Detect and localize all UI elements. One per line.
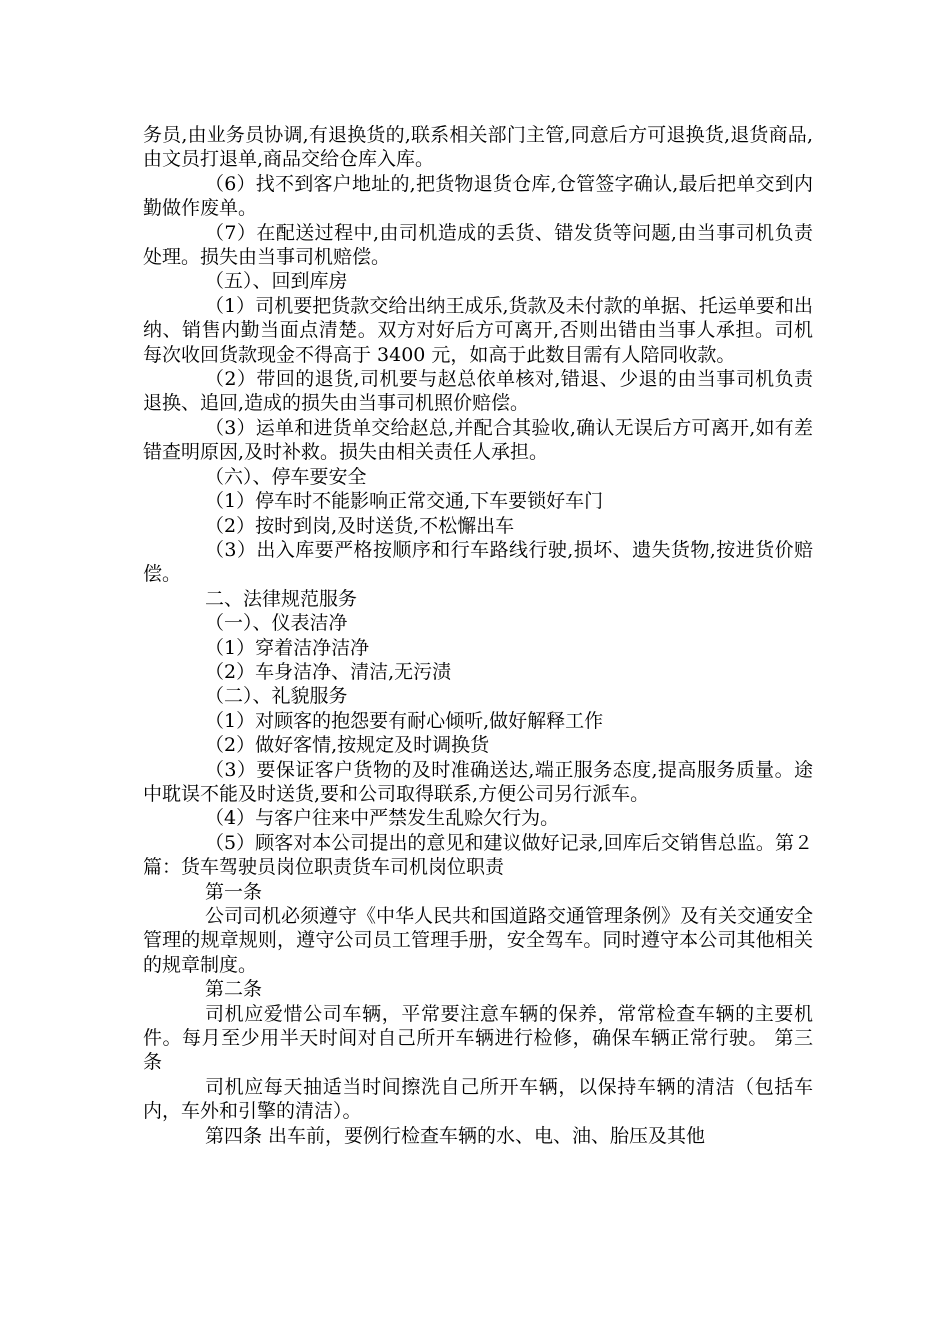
paragraph-23: 公司司机必须遵守《中华人民共和国道路交通管理条例》及有关交通安全管理的规章规则，遵守公司员工管理手册，安全驾车。同时遵守本公司其他相关的规章制度。 — [143, 905, 814, 976]
paragraph-18: （2）做好客情,按规定及时调换货 — [205, 734, 490, 757]
paragraph-7: （3）运单和进货单交给赵总,并配合其验收,确认无误后方可离开,如有差错查明原因,及时补救。损失由相关责任人承担。 — [143, 416, 813, 464]
paragraph-27: 第四条 出车前，要例行检查车辆的水、电、油、胎压及其他 — [205, 1124, 706, 1147]
subsection-heading-1: （一）、仪表洁净 — [205, 612, 348, 635]
paragraph-2: （6）找不到客户地址的,把货物退货仓库,仓管签字确认,最后把单交到内勤做作废单。 — [143, 172, 813, 220]
paragraph-17: （1）对顾客的抱怨要有耐心倾听,做好解释工作 — [205, 709, 604, 732]
paragraph-19: （3）要保证客户货物的及时准确送达,端正服务态度,提高服务质量。途中耽误不能及时送货,要和公司取得联系,方便公司另行派车。 — [143, 758, 813, 805]
paragraph-20: （4）与客户往来中严禁发生乱赊欠行为。 — [205, 807, 560, 830]
paragraph-25: 司机应爱惜公司车辆，平常要注意车辆的保养，常常检查车辆的主要机件。每月至少用半天时间对自己所开车辆进行检修，确保车辆正常行驶。 第三条 — [143, 1002, 813, 1074]
paragraph-6: （2）带回的退货,司机要与赵总依单核对,错退、少退的由当事司机负责退换、追回,造成的损失由当事司机照价赔偿。 — [143, 368, 813, 415]
paragraph-5: （1）司机要把货款交给出纳王成乐,货款及未付款的单据、托运单要和出纳、销售内勤当面点清楚。双方对好后方可离开,否则出错由当事人承担。司机每次收回货款现金不得高于 3400 元，如高于此数目需有人陪同收款。 — [143, 294, 813, 366]
section-heading-2: 二、法律规范服务 — [205, 587, 358, 610]
paragraph-21: （5）顾客对本公司提出的意见和建议做好记录,回库后交销售总监。第２篇：货车驾驶员岗位职责货车司机岗位职责 — [143, 831, 813, 879]
section-heading-6: （六）、停车要安全 — [205, 465, 367, 488]
paragraph-11: （3）出入库要严格按顺序和行车路线行驶,损坏、遗失货物,按进货价赔偿。 — [143, 538, 813, 586]
paragraph-14: （1）穿着洁净洁净 — [205, 636, 370, 659]
section-heading-5: （五）、回到库房 — [205, 270, 348, 293]
document-body — [143, 123, 813, 1148]
paragraph-9: （1）停车时不能影响正常交通,下车要锁好车门 — [205, 490, 604, 513]
paragraph-26: 司机应每天抽适当时间擦洗自己所开车辆，以保持车辆的清洁（包括车内，车外和引擎的清洁）。 — [143, 1075, 813, 1123]
paragraph-3: （7）在配送过程中,由司机造成的丢货、错发货等问题,由当事司机负责处理。损失由当事司机赔偿。 — [143, 221, 813, 269]
subsection-heading-2: （二）、礼貌服务 — [205, 685, 348, 708]
article-heading-1: 第一条 — [205, 880, 263, 903]
paragraph-1: 务员,由业务员协调,有退换货的,联系相关部门主管,同意后方可退换货,退货商品,由文员打退单,商品交给仓库入库。 — [143, 124, 813, 171]
article-heading-2: 第二条 — [205, 978, 263, 1001]
paragraph-15: （2）车身洁净、清洁,无污渍 — [205, 660, 452, 683]
paragraph-10: （2）按时到岗,及时送货,不松懈出车 — [205, 514, 515, 537]
